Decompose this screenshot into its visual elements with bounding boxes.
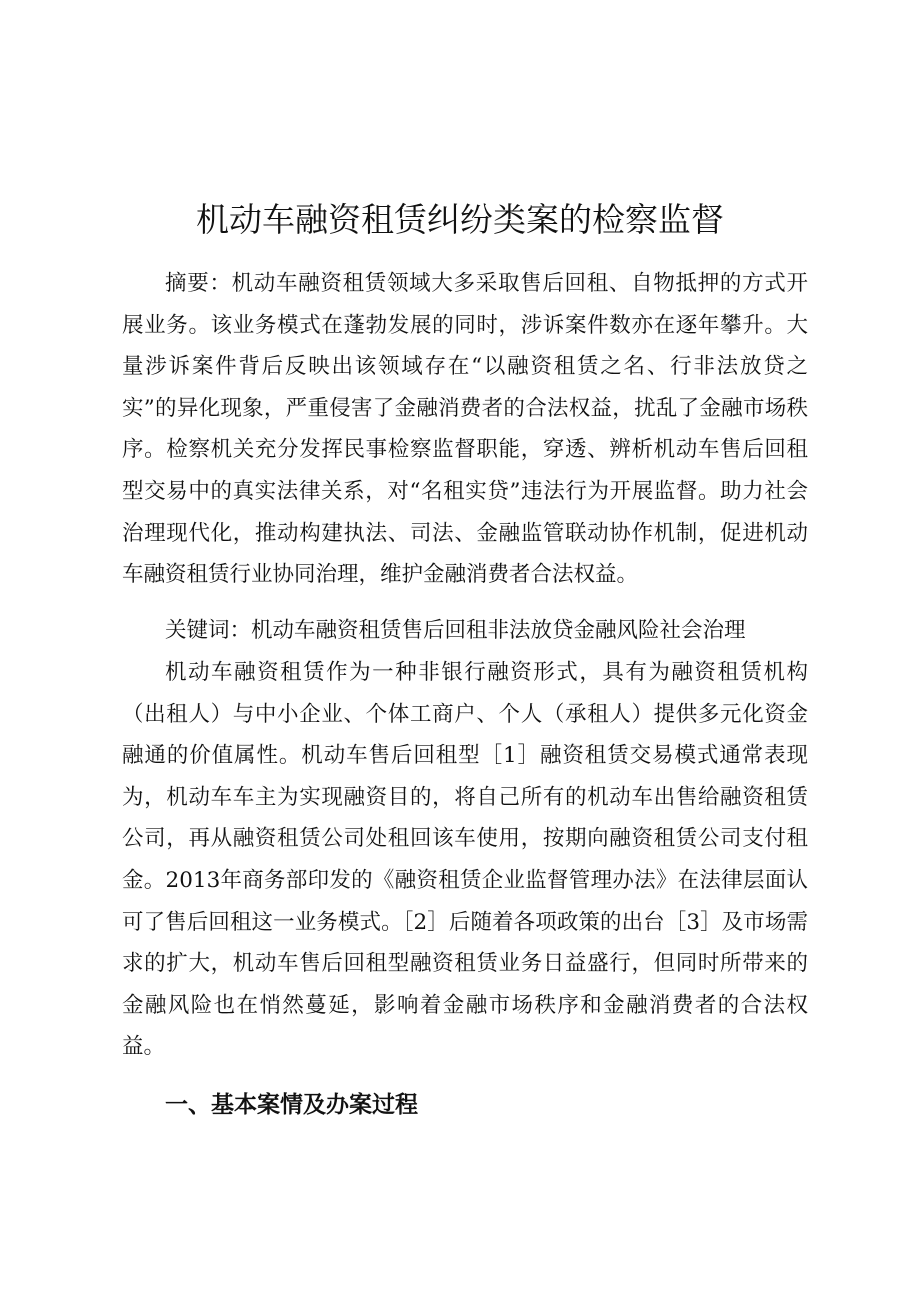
document-title: 机动车融资租赁纠纷类案的检察监督 (196, 200, 724, 240)
intro-paragraph: 机动车融资租赁作为一种非银行融资形式，具有为融资租赁机构（出租人）与中小企业、个体工商户、个人（承租人）提供多元化资金融通的价值属性。机动车售后回租型［1］融资租赁交易模式通常表现为，机动车车主为实现融资目的，将自己所有的机动车出售给融资租赁公司，再从融资租赁公司处租回该车使用，按期向融资租赁公司支付租金。2013年商务部印发的《融资租赁企业监督管理办法》在法律层面认可了售后回租这一业务模式。［2］后随着各项政策的出台［3］及市场需求的扩大，机动车售后回租型融资租赁业务日益盛行，但同时所带来的金融风险也在悄然蔓延，影响着金融市场秩序和金融消费者的合法权益。 (122, 660, 808, 1060)
keywords-paragraph: 关键词：机动车融资租赁售后回租非法放贷金融风险社会治理 (165, 618, 746, 643)
section-heading: 一、基本案情及办案过程 (165, 1092, 418, 1118)
abstract-paragraph: 摘要：机动车融资租赁领域大多采取售后回租、自物抵押的方式开展业务。该业务模式在蓬勃发展的同时，涉诉案件数亦在逐年攀升。大量涉诉案件背后反映出该领域存在“以融资租赁之名、行非法放贷之实”的异化现象，严重侵害了金融消费者的合法权益，扰乱了金融市场秩序。检察机关充分发挥民事检察监督职能，穿透、辨析机动车售后回租型交易中的真实法律关系，对“名租实贷”违法行为开展监督。助力社会治理现代化，推动构建执法、司法、金融监管联动协作机制，促进机动车融资租赁行业协同治理，维护金融消费者合法权益。 (122, 271, 808, 588)
